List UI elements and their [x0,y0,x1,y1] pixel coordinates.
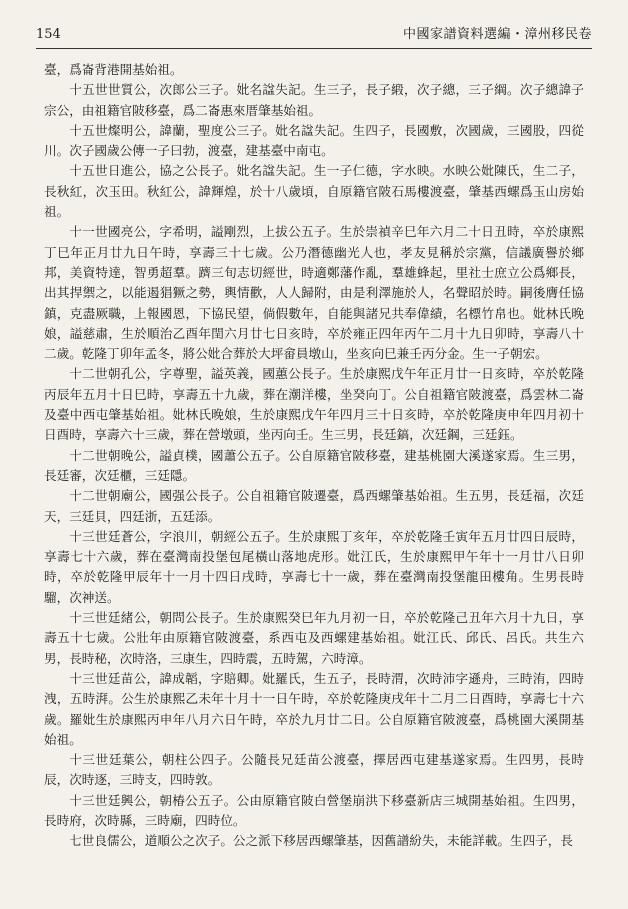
paragraph: 十三世廷蒼公，字浪川，朝經公五子。生於康熙丁亥年，卒於乾隆壬寅年五月廿四日辰時，享壽七十六歲，葬在臺灣南投堡包尾橫山落地虎形。妣江氏，生於康熙甲午年十一月廿八日卯時，卒於乾隆甲辰年十一月十四日戌時，享壽七十一歲，葬在臺灣南投堡龍田樓角。生男長時騮，次神送。 [44,528,584,605]
paragraph: 臺，爲崙背港開基始祖。 [44,62,183,77]
running-title: 中國家譜資料選編・漳州移民卷 [402,27,592,42]
paragraph: 十五世燦明公，諱蘭，聖度公三子。妣名諡失記。生四子，長國敷，次國歲，三國股，四從川。次子國歲公傳一子曰勃，渡臺，建基臺中南屯。 [44,122,584,159]
paragraph: 十三世廷葉公，朝柱公四子。公隨長兄廷苗公渡臺，擇居西屯建基遂家焉。生四男，長時辰，次時逐，三時支，四時敦。 [44,752,584,788]
paragraph: 十三世廷苗公，諱成韜，字賠卿。妣羅氏，生五子，長時渭，次時沛字遜舟，三時洧，四時洩，五時湃。公生於康熙乙未年十月十一日午時，卒於乾隆庚戌年十二月二日酉時，享壽七十六歲。羅妣生於康熙丙申年八月六日午時，卒於九月廿二日。公自原籍官陂渡臺，爲桃園大溪開基始祖。 [44,670,584,747]
paragraph: 十三世廷興公，朝椿公五子。公由原籍官陂白營堡崩洪下移臺新店三城開基始祖。生四男，長時府，次時縣，三時廟，四時位。 [44,792,584,828]
paragraph: 十二世朝廟公，國强公長子。公自祖籍官陂遷臺，爲西螺肇基始祖。生五男，長廷福，次廷天，三廷貝，四廷浙，五廷添。 [44,488,584,524]
paragraph: 十五世世質公，次郎公三子。妣名諡失記。生三子，長子緞，次子總，三子綱。次子總諱子宗公，由祖籍官陂移臺，爲二崙惠來厝肇基始祖。 [44,82,584,118]
paragraph: 十二世朝晚公，謚貞樸，國蕭公五子。公自原籍官陂移臺，建基桃園大溪遂家焉。生三男，長廷審，次廷櫃，三廷隱。 [44,447,584,483]
body-text [44,60,584,852]
paragraph: 十三世廷緒公，朝問公長子。生於康熙癸巳年九月初一日，卒於乾隆己丑年六月十九日，享壽五十七歲。公壯年由原籍官陂渡臺，系西屯及西螺建基始祖。妣江氏、邱氏、呂氏。共生六男，長時秘，次時洛，三康生，四時震，五時駕，六時漳。 [44,610,584,666]
paragraph: 十五世日進公，協之公長子。妣名諡失記。生一子仁德，字水映。水映公妣陳氏，生二子，長秋紅，次玉田。秋紅公，諱輝煌，於十八歲頃，自原籍官陂石馬樓渡臺，肇基西螺爲玉山房始祖。 [44,163,584,220]
paragraph: 十一世國亮公，字希明，謚剛烈，上拔公五子。生於崇禎辛巳年六月二十日丑時，卒於康熙丁巳年正月廿九日午時，享壽三十七歲。公乃潛德幽光人也，孝友見稱於宗黨，信議廣譽於鄉邦，美資特達，智勇超羣。躋三旬志切經世，時適鄭藩作亂，羣雄蜂起，里社士庶立公爲鄉長，出其捍禦之，以能遏猖獗之勢，輿情歡，人人歸附，由是利澤施於人，名聲昭於時。嗣後膺任協鎮，克盡厥職，上報國恩，下協民望，倘假數年，自能與諸兄共奉偉績，名標竹帛也。妣林氏晚娘，謚慈肅，生於順治乙酉年閏六月廿七日亥時，卒於雍正四年丙午二月十九日卯時，享壽八十二歲。乾隆丁卯年孟冬，將公妣合葬於大坪畲員墩山，坐亥向巳兼壬丙分金。生一子朝宏。 [44,224,584,362]
paragraph: 七世良儒公，道順公之次子。公之派下移居西螺肇基，因舊譜紛失，未能詳載。生四子，長 [69,833,573,849]
paragraph: 十二世朝孔公，字尊聖，謚英義，國蕙公長子。生於康熙戊午年正月廿一日亥時，卒於乾隆丙辰年五月十日巳時，享壽五十九歲，葬在潮洋樓，坐癸向丁。公自祖籍官陂渡臺，爲雲林二崙及臺中西屯肇基始祖。妣林氏晚娘，生於康熙戊午年四月三十日亥時，卒於乾隆庚申年四月初十日酉時，享壽六十三歲，葬在營墩頭，坐丙向壬。生三男，長廷鎬，次廷鋼，三廷鈺。 [44,366,584,443]
page-header [36,26,592,49]
page-number: 154 [36,27,61,42]
